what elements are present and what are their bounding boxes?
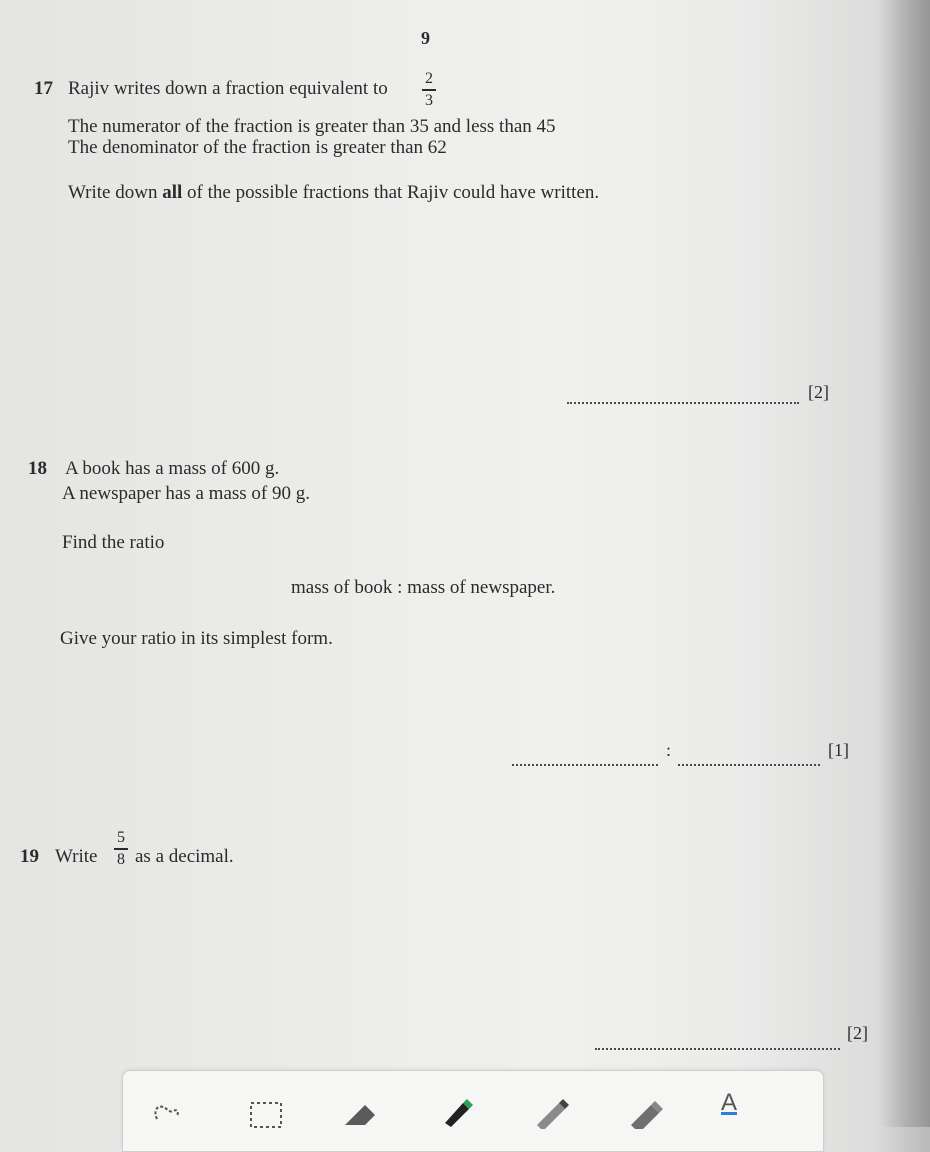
eraser-icon[interactable]	[337, 1089, 379, 1129]
q19-fraction	[114, 829, 128, 869]
fountain-pen-icon[interactable]	[433, 1089, 475, 1129]
q17-instruction	[68, 182, 599, 204]
q18-line4: Give your ratio in its simplest form.	[60, 628, 333, 649]
q17-intro: Rajiv writes down a fraction equivalent to	[68, 78, 388, 99]
pencil-icon[interactable]	[527, 1089, 569, 1129]
q19-number: 19	[20, 846, 39, 867]
q18-line1: A book has a mass of 600 g.	[65, 458, 280, 479]
q17-fraction-denominator: 3	[425, 91, 433, 109]
q18-line3: Find the ratio	[62, 532, 165, 553]
q19-pre: Write	[55, 846, 98, 867]
q18-colon: :	[666, 740, 672, 760]
q18-marks: [1]	[828, 740, 849, 760]
q19-post: as a decimal.	[135, 846, 234, 867]
fraction-bar	[422, 89, 436, 91]
annotation-toolbar	[122, 1070, 824, 1152]
q17-number: 17	[34, 78, 53, 99]
q18-answer-line-left[interactable]	[512, 764, 658, 766]
q18-ratio-text: mass of book : mass of newspaper.	[291, 577, 556, 598]
q19-fraction-denominator: 8	[117, 850, 125, 868]
fraction-bar	[114, 848, 128, 850]
text-tool-label: A	[721, 1089, 738, 1116]
q19-fraction-numerator: 5	[117, 829, 125, 846]
q17-line2: The numerator of the fraction is greater than 35 and less than 45	[68, 116, 556, 137]
text-tool-icon[interactable]	[711, 1089, 753, 1129]
page-number: 9	[421, 28, 430, 48]
q17-answer-line[interactable]	[567, 402, 799, 404]
q17-fraction	[422, 70, 436, 110]
q18-line2: A newspaper has a mass of 90 g.	[62, 483, 311, 504]
q17-instruction-pre: Write down	[68, 182, 158, 203]
page-edge-shadow	[880, 0, 930, 1127]
q18-answer-line-right[interactable]	[678, 764, 820, 766]
q17-line3: The denominator of the fraction is greater than 62	[68, 137, 447, 158]
highlighter-icon[interactable]	[621, 1089, 663, 1129]
lasso-icon[interactable]	[147, 1089, 189, 1129]
q17-marks: [2]	[808, 382, 829, 402]
q19-marks: [2]	[847, 1023, 868, 1043]
q18-number: 18	[28, 458, 47, 479]
q17-instruction-bold: all	[162, 182, 183, 203]
select-box-icon[interactable]	[245, 1089, 287, 1129]
q17-instruction-post: of the possible fractions that Rajiv could have written.	[187, 182, 600, 203]
q19-answer-line[interactable]	[595, 1048, 840, 1050]
q17-fraction-numerator: 2	[425, 70, 433, 87]
